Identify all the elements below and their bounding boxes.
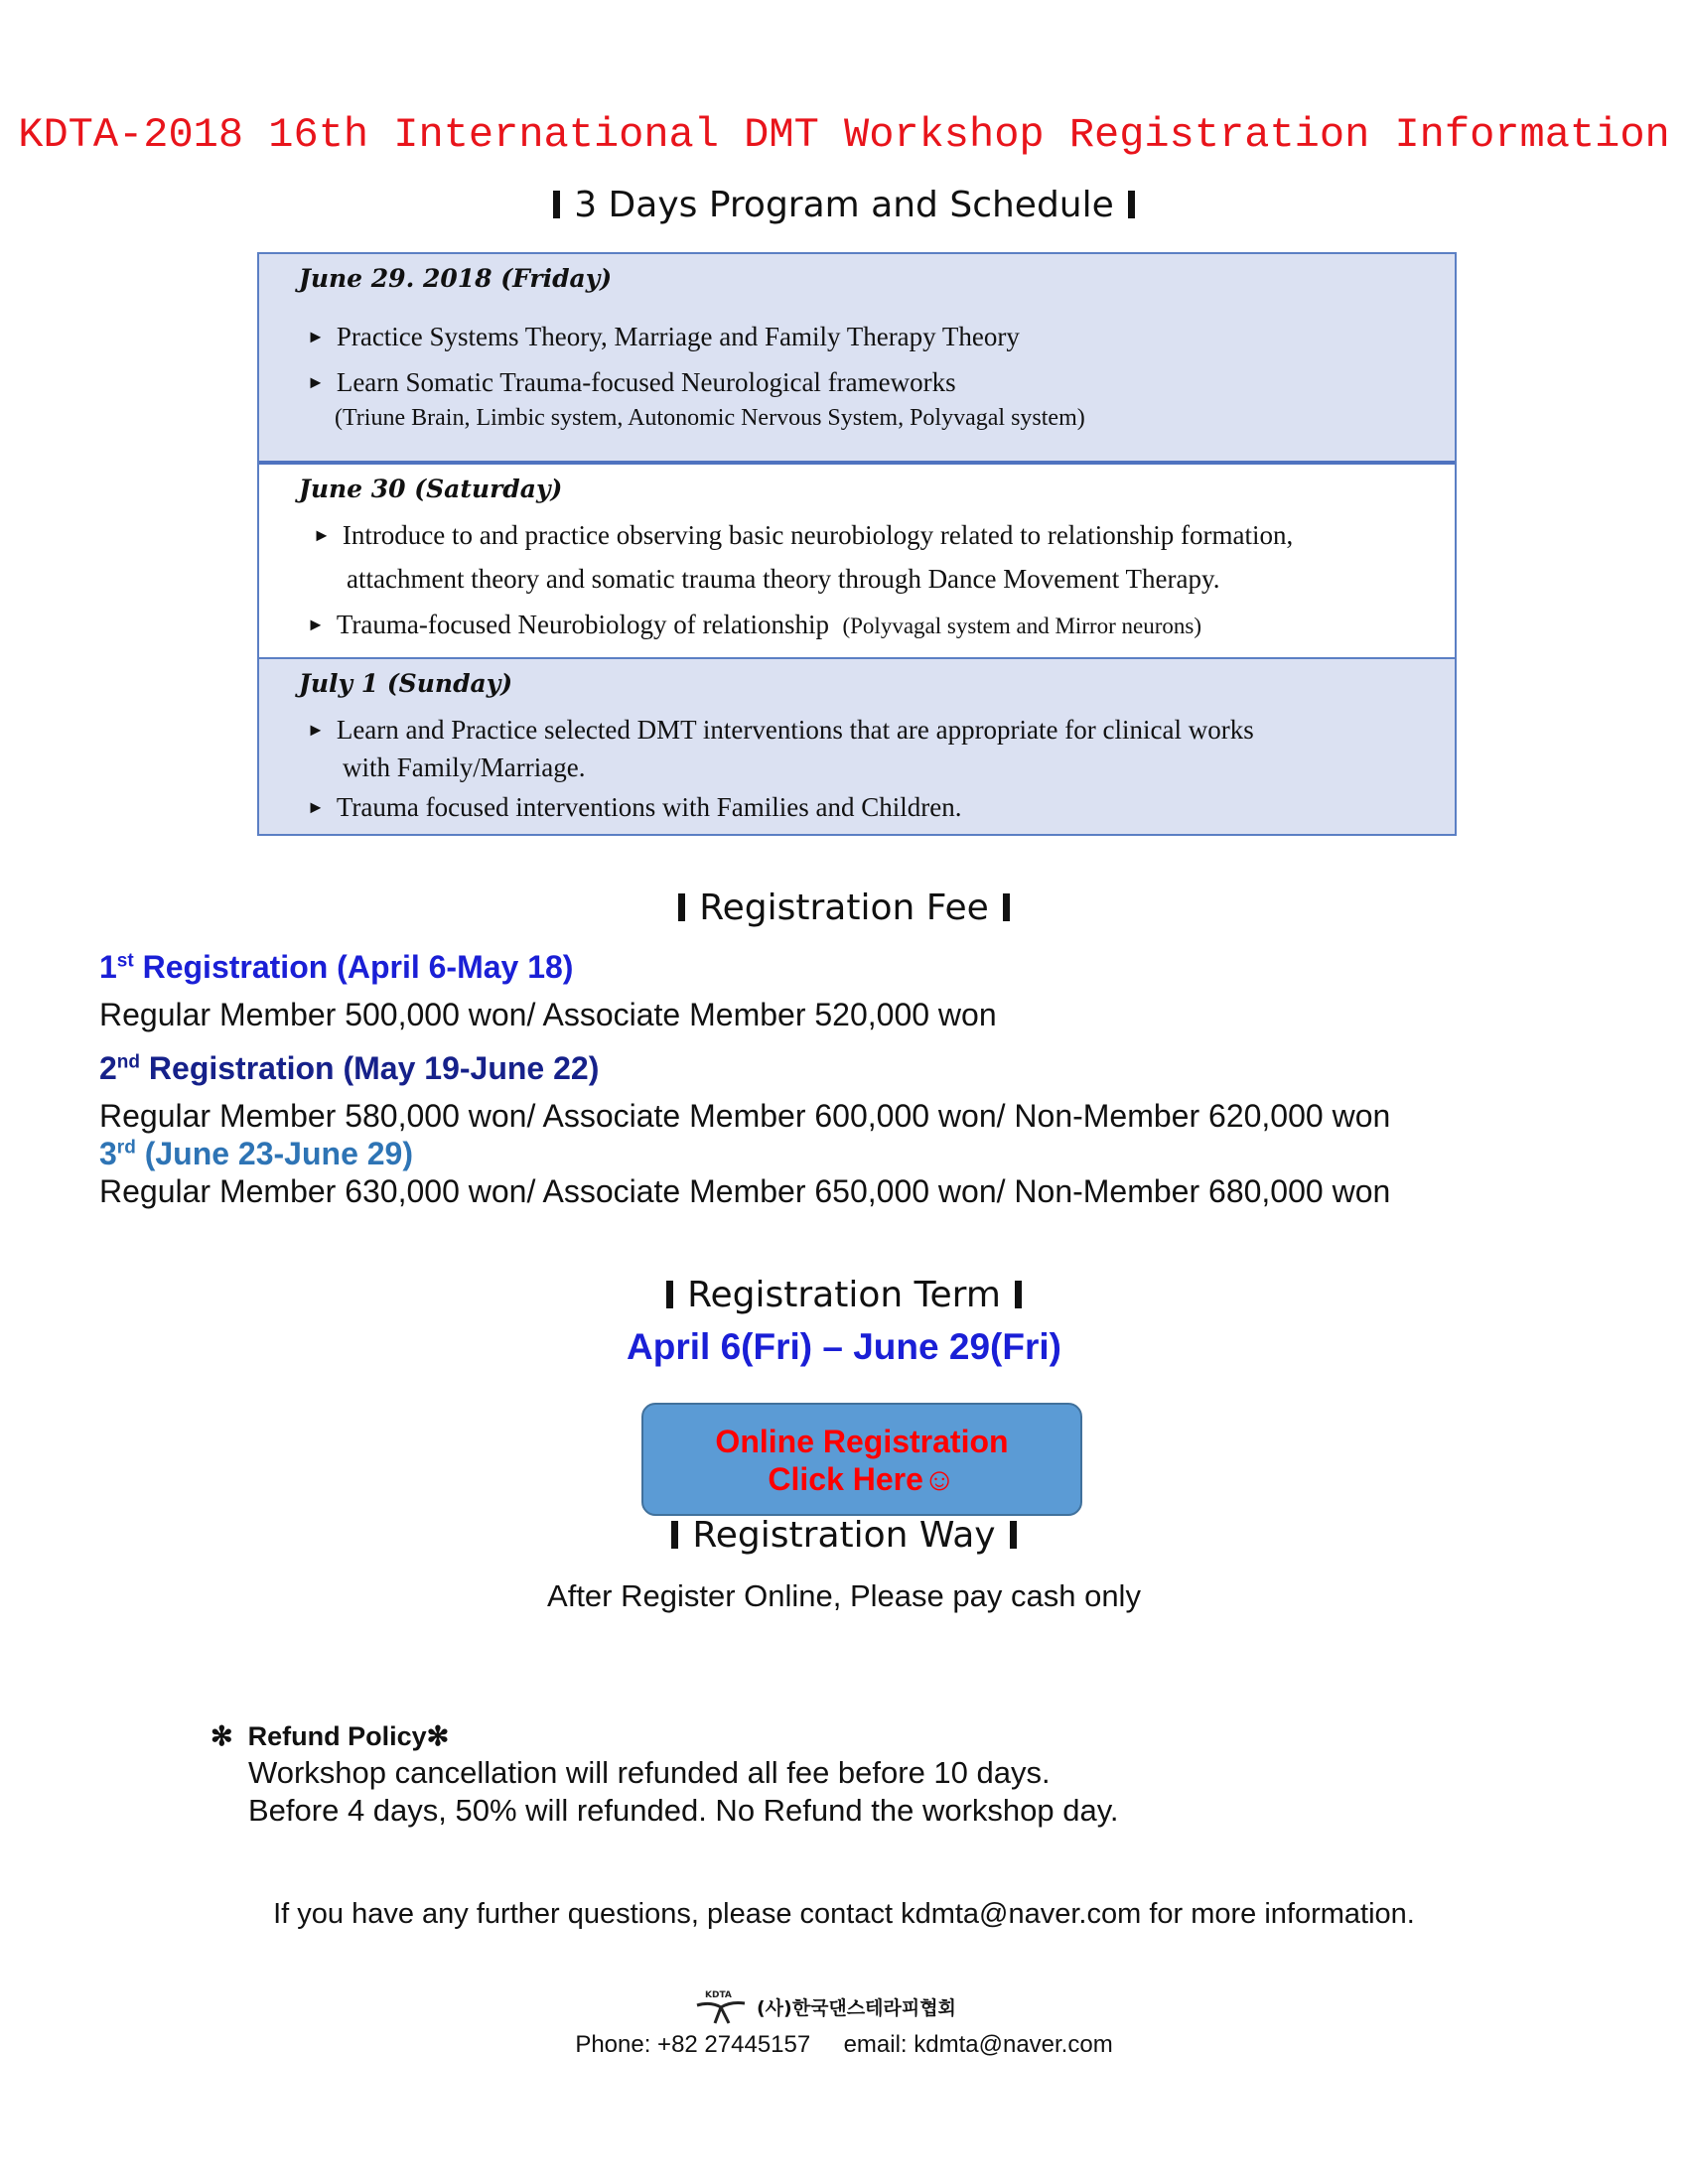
triangle-right-icon: ► <box>313 525 331 545</box>
day-friday <box>259 254 1455 465</box>
asterisk-icon: ✻ <box>211 1721 233 1751</box>
list-item: ► Learn and Practice selected DMT interventions that are appropriate for clinical works <box>307 715 1254 745</box>
program-schedule-box <box>257 252 1457 836</box>
way-text: After Register Online, Please pay cash only <box>547 1578 1141 1613</box>
list-item: ► Trauma focused interventions with Families and Children. <box>307 792 962 822</box>
list-item-note: (Triune Brain, Limbic system, Autonomic Nervous System, Polyvagal system) <box>335 405 1085 431</box>
refund-title: ✻ Refund Policy✻ <box>211 1721 450 1751</box>
footer-phone: Phone: +82 27445157 <box>575 2031 811 2058</box>
bar-icon <box>1015 1281 1022 1308</box>
fee-heading-text: Registration Fee <box>699 887 989 928</box>
day-date: June 29. 2018 (Friday) <box>299 264 613 293</box>
day-sunday <box>259 659 1455 834</box>
footer-contact <box>0 2031 1688 2059</box>
round-3-label: 3rd (June 23-June 29) <box>99 1136 413 1171</box>
fee-heading <box>0 887 1688 928</box>
triangle-right-icon: ► <box>307 720 325 740</box>
day-saturday <box>259 465 1455 659</box>
refund-line-2: Before 4 days, 50% will refunded. No Refund the workshop day. <box>248 1793 1119 1828</box>
bar-icon <box>1010 1521 1017 1549</box>
page-title: KDTA-2018 16th International DMT Workshop Registration Information <box>18 111 1670 159</box>
list-item: ► Trauma-focused Neurobiology of relationship (Polyvagal system and Mirror neurons) <box>307 610 1202 639</box>
org-logo <box>691 1987 999 2027</box>
list-item: ► Learn Somatic Trauma-focused Neurological frameworks <box>307 367 956 397</box>
term-heading <box>0 1275 1688 1315</box>
way-heading <box>0 1515 1688 1556</box>
term-dates: April 6(Fri) – June 29(Fri) <box>627 1326 1061 1367</box>
term-heading-text: Registration Term <box>687 1275 1001 1315</box>
online-registration-button[interactable] <box>641 1403 1082 1516</box>
bar-icon <box>666 1281 673 1308</box>
bar-icon <box>671 1521 678 1549</box>
round-1-prices: Regular Member 500,000 won/ Associate Member 520,000 won <box>99 997 997 1032</box>
triangle-right-icon: ► <box>307 372 325 392</box>
bar-icon <box>678 893 685 921</box>
bar-icon <box>553 191 560 218</box>
day-date: June 30 (Saturday) <box>299 475 563 503</box>
button-line-2: Click Here☺ <box>768 1461 956 1497</box>
round-2-label: 2nd Registration (May 19-June 22) <box>99 1050 600 1086</box>
round-2-prices: Regular Member 580,000 won/ Associate Member 600,000 won/ Non-Member 620,000 won <box>99 1098 1391 1134</box>
list-item-continuation: attachment theory and somatic trauma theory through Dance Movement Therapy. <box>347 564 1220 594</box>
asterisk-icon: ✻ <box>426 1721 450 1751</box>
contact-text: If you have any further questions, please contact kdmta@naver.com for more information. <box>273 1898 1415 1930</box>
round-1-label: 1st Registration (April 6-May 18) <box>99 949 574 985</box>
round-3-prices: Regular Member 630,000 won/ Associate Member 650,000 won/ Non-Member 680,000 won <box>99 1173 1391 1209</box>
program-heading <box>0 185 1688 225</box>
org-name: (사)한국댄스테라피협회 <box>757 1997 956 2019</box>
footer-email: email: kdmta@naver.com <box>843 2031 1113 2058</box>
triangle-right-icon: ► <box>307 614 325 634</box>
dancer-logo-icon <box>691 1987 751 2027</box>
refund-line-1: Workshop cancellation will refunded all fee before 10 days. <box>248 1755 1051 1790</box>
button-line-1: Online Registration <box>715 1424 1009 1459</box>
list-item: ► Introduce to and practice observing basic neurobiology related to relationship formation, <box>313 520 1294 550</box>
bar-icon <box>1128 191 1135 218</box>
triangle-right-icon: ► <box>307 797 325 817</box>
bar-icon <box>1003 893 1010 921</box>
svg-text:KDTA: KDTA <box>705 1990 732 2000</box>
list-item: ► Practice Systems Theory, Marriage and Family Therapy Theory <box>307 322 1020 351</box>
list-item-continuation: with Family/Marriage. <box>343 752 586 782</box>
program-heading-text: 3 Days Program and Schedule <box>574 185 1114 225</box>
way-heading-text: Registration Way <box>692 1515 996 1556</box>
triangle-right-icon: ► <box>307 327 325 346</box>
day-date: July 1 (Sunday) <box>299 669 513 698</box>
